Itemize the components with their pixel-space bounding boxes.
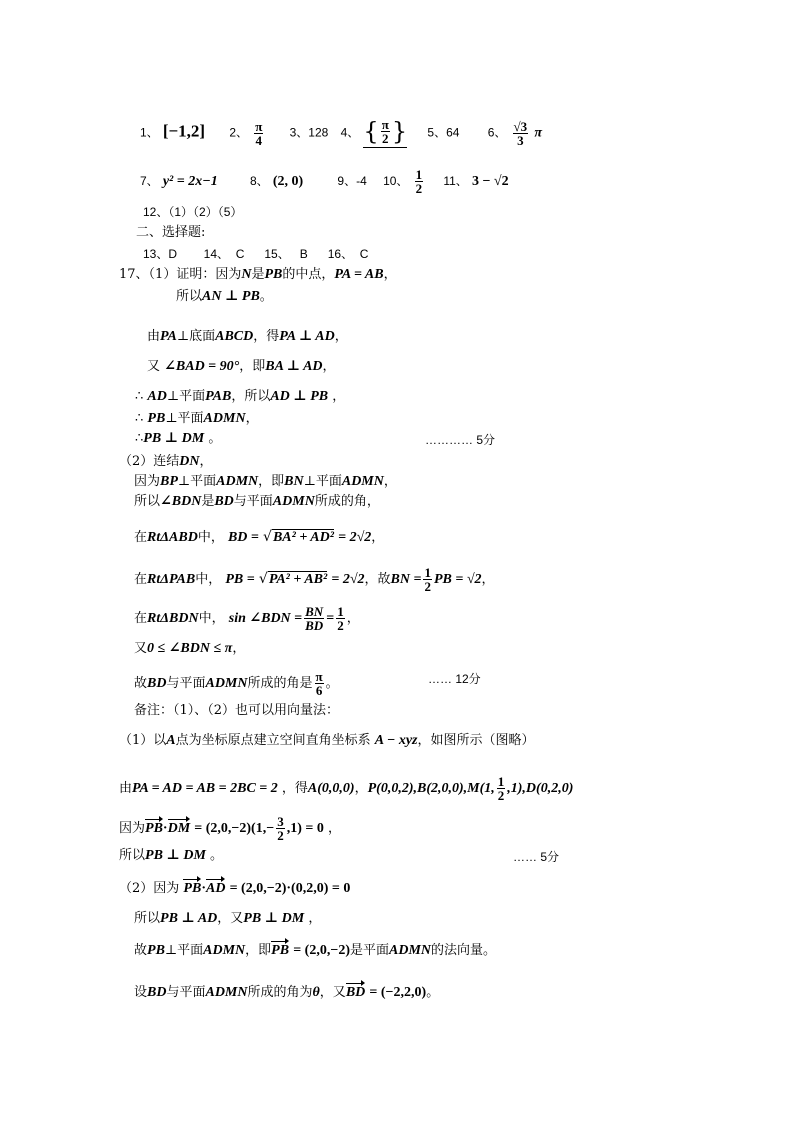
text: 是平面 xyxy=(349,943,389,958)
answer-10-label: 10、 xyxy=(383,174,409,188)
math: BN = xyxy=(390,572,422,587)
math: RtΔPAB xyxy=(147,572,196,587)
text: 17、（1）证明：因为 xyxy=(119,267,242,282)
vector-dm: DM xyxy=(167,821,191,836)
text: ， xyxy=(383,474,397,489)
section-2-heading: 二、选择题: xyxy=(136,225,206,240)
math: ADMN xyxy=(205,676,248,691)
text: 在 xyxy=(134,572,148,587)
math: BD = xyxy=(227,530,259,545)
score-12: …… 12分 xyxy=(428,672,481,686)
math: BP xyxy=(160,474,178,489)
text: 与平面 xyxy=(166,985,206,1000)
text: ， xyxy=(346,611,360,626)
score-5-b: …… 5分 xyxy=(513,850,560,864)
text: 在 xyxy=(134,530,148,545)
text: ， xyxy=(308,911,322,926)
text: ， xyxy=(327,821,341,836)
math: ADMN xyxy=(203,411,246,426)
text: ， xyxy=(232,641,246,656)
math: PB xyxy=(147,943,165,958)
text: ⊥平面 xyxy=(164,943,204,958)
text: 中， xyxy=(198,611,225,626)
math: PB ⊥ DM xyxy=(143,431,205,446)
vector-pb: PB xyxy=(183,881,202,896)
text: ∴ xyxy=(135,389,144,404)
fraction: $\frac{\pi}{6}$ xyxy=(315,669,323,698)
answer-6-fraction: $\frac{√3}{3}$ xyxy=(513,118,528,148)
text: ⊥平面 xyxy=(166,389,206,404)
vector-line-6 xyxy=(134,912,321,926)
q17-part2-line-3 xyxy=(134,495,380,509)
answer-1-label: 1、 xyxy=(140,125,159,140)
vector-line-8 xyxy=(134,986,439,1000)
text: ， xyxy=(199,454,213,469)
answer-6-label: 6、 xyxy=(487,125,507,140)
math: 0 ≤ ∠BDN ≤ π xyxy=(147,641,233,656)
text: 所以 xyxy=(119,848,146,863)
answer-12: 12、（1）（2）（5） xyxy=(143,205,243,219)
answer-2-fraction: $\frac{\pi}{4}$ xyxy=(255,118,263,148)
text: 由 xyxy=(147,329,161,344)
vector-line-3 xyxy=(119,815,341,842)
text: 设 xyxy=(134,985,148,1000)
vector-line-2 xyxy=(119,775,573,802)
text: 的法向量。 xyxy=(431,943,497,958)
text: ，得 xyxy=(281,781,308,796)
math: P(0,0,2),B(2,0,0),M(1, xyxy=(367,781,495,796)
text: 故 xyxy=(134,943,148,958)
answer-7-value: y² = 2x−1 xyxy=(162,174,218,189)
math: RtΔBDN xyxy=(147,611,199,626)
math: · xyxy=(201,881,206,896)
math: N xyxy=(241,267,252,282)
vector-pb: PB xyxy=(271,943,290,958)
math: ADMN xyxy=(272,494,315,509)
math: = (−2,2,0) xyxy=(369,985,427,1000)
math: A(0,0,0) xyxy=(307,781,355,796)
math: = (2,0,−2)(1,− xyxy=(194,821,275,836)
math: BD xyxy=(147,676,167,691)
q17-line-4 xyxy=(147,360,336,374)
text: ， xyxy=(481,572,495,587)
math: PB ⊥ DM xyxy=(145,848,206,863)
math: ,1) = 0 xyxy=(286,821,324,836)
text: 。 xyxy=(259,289,273,304)
vector-ad: AD xyxy=(205,881,226,896)
math: = xyxy=(326,611,335,626)
answer-6-pi: π xyxy=(534,125,542,141)
answer-11-label: 11、 xyxy=(443,174,468,188)
math: A − xyz xyxy=(374,733,418,748)
text: ，故 xyxy=(364,572,391,587)
text: 是 xyxy=(201,494,215,509)
math: PA = AB xyxy=(334,267,384,282)
q17-part2-line-5: 在RtΔPAB中， PB = √PA² + AB² = 2√2，故BN = $\frac{1}{2}$ PB = √2， xyxy=(134,565,495,594)
text: 。 xyxy=(210,848,224,863)
text: ，又 xyxy=(319,985,346,1000)
fraction: $\frac{1}{2}$ xyxy=(424,565,431,594)
math: = (2,0,−2) xyxy=(293,943,350,958)
text: 又 xyxy=(147,359,161,374)
answers-row-1 xyxy=(140,118,542,148)
text: 所以 xyxy=(176,289,203,304)
math: RtΔABD xyxy=(147,530,198,545)
math: BD xyxy=(147,985,167,1000)
math: AD ⊥ PB xyxy=(270,389,329,404)
text: ⊥平面 xyxy=(177,474,217,489)
math: BA ⊥ AD xyxy=(265,359,323,374)
text: ⊥平面 xyxy=(165,411,204,426)
note-line: 备注：（1）、（2）也可以用向量法： xyxy=(134,703,340,718)
q17-line-3 xyxy=(147,330,348,344)
answer-8-label: 8、 xyxy=(249,174,269,188)
text: ，得 xyxy=(253,329,280,344)
math: PB xyxy=(264,267,283,282)
text: ， xyxy=(383,267,397,282)
math: PB xyxy=(147,411,166,426)
text: 。 xyxy=(426,985,440,1000)
math-radicand: BA² + AD² xyxy=(272,530,334,545)
math: A xyxy=(166,733,176,748)
vector-line-1 xyxy=(119,734,535,748)
fraction: $\frac{BN}{BD}$ xyxy=(305,604,324,633)
math: AD xyxy=(147,389,167,404)
text: ，所以 xyxy=(231,389,271,404)
text: 所以 xyxy=(134,494,161,509)
text: 与平面 xyxy=(233,494,273,509)
text: ，如图所示（图略） xyxy=(417,733,535,748)
answer-3: 3、128 xyxy=(289,125,329,140)
math: ADMN xyxy=(341,474,384,489)
math: PB = √2 xyxy=(433,572,482,587)
text: 中， xyxy=(197,530,224,545)
q17-line-2 xyxy=(176,290,273,304)
q17-part2-line-6 xyxy=(134,605,360,632)
math: PB ⊥ DM xyxy=(243,911,305,926)
answer-4-label: 4、 xyxy=(340,125,360,140)
math: · xyxy=(162,821,168,836)
text: 故 xyxy=(134,676,148,691)
text: 点为坐标原点建立空间直角坐标系 xyxy=(175,733,371,748)
score-5-a: ………… 5分 xyxy=(425,433,496,447)
text: 所成的角是 xyxy=(247,676,313,691)
answer-11-value: 3 − √2 xyxy=(471,174,509,189)
text: ，即 xyxy=(258,474,285,489)
text: ，又 xyxy=(217,911,244,926)
text: 中， xyxy=(195,572,222,587)
vector-line-7 xyxy=(134,944,496,958)
fraction: $\frac{3}{2}$ xyxy=(277,814,284,843)
vector-pb: PB xyxy=(145,821,163,836)
text: （1）以 xyxy=(119,733,167,748)
answer-7-label: 7、 xyxy=(140,174,159,188)
text: ∴ xyxy=(135,411,144,426)
math: AN ⊥ PB xyxy=(202,289,260,304)
text: （2）连结 xyxy=(119,454,180,469)
q17-line-7 xyxy=(135,432,221,446)
math: = 2√2 xyxy=(331,572,365,587)
text: ⊥平面 xyxy=(303,474,342,489)
math-radicand: PA² + AB² xyxy=(268,572,328,587)
text: 所以 xyxy=(134,911,161,926)
math: PA = AD = AB = 2BC = 2 xyxy=(132,781,278,796)
answer-10-fraction: $\frac{1}{2}$ xyxy=(415,167,423,196)
text: ， xyxy=(354,781,368,796)
text: 因为 xyxy=(119,821,146,836)
math: BN xyxy=(284,474,304,489)
math: ,1),D(0,2,0) xyxy=(507,781,574,796)
text: ∴ xyxy=(135,431,144,446)
q17-part2-line-1 xyxy=(119,455,213,469)
text: 又 xyxy=(134,641,148,656)
math: ABCD xyxy=(215,329,254,344)
vector-line-4 xyxy=(119,849,223,863)
text: 。 xyxy=(208,431,222,446)
text: 因为 xyxy=(134,474,161,489)
math: = 2√2 xyxy=(338,530,372,545)
math: = (2,0,−2)·(0,2,0) = 0 xyxy=(229,881,351,896)
text: 由 xyxy=(119,781,133,796)
text: 在 xyxy=(134,611,148,626)
vector-bd: BD xyxy=(345,985,366,1000)
math: PA xyxy=(160,329,177,344)
math: ADMN xyxy=(216,474,259,489)
q17-part2-line-2 xyxy=(134,475,397,489)
math: ADMN xyxy=(389,943,432,958)
math: θ xyxy=(312,985,320,1000)
math: PAB xyxy=(205,389,232,404)
text: ， xyxy=(334,329,348,344)
text: 是 xyxy=(251,267,265,282)
q17-part2-line-8 xyxy=(134,670,339,697)
math: sin ∠BDN = xyxy=(228,611,303,626)
q17-line-6 xyxy=(135,412,259,426)
q17-line-1 xyxy=(119,268,397,282)
answer-5: 5、64 xyxy=(427,125,460,140)
fraction: $\frac{1}{2}$ xyxy=(497,774,505,803)
text: ⊥底面 xyxy=(176,329,216,344)
math: PB ⊥ AD xyxy=(160,911,218,926)
text: ， xyxy=(322,359,336,374)
answer-8-value: (2, 0) xyxy=(272,174,304,189)
answer-1-value: [−1,2] xyxy=(162,121,206,141)
math: ∠BAD = 90° xyxy=(164,359,240,374)
text: 与平面 xyxy=(166,676,206,691)
section-2-answers: 13、D 14、 C 15、 B 16、 C xyxy=(143,247,369,261)
math: ADMN xyxy=(203,943,246,958)
answer-9: 9、-4 xyxy=(337,174,367,188)
q17-line-5 xyxy=(135,390,345,404)
vector-line-5 xyxy=(119,882,350,896)
math: ∠BDN xyxy=(160,494,202,509)
answers-row-2 xyxy=(140,168,509,195)
text: ， xyxy=(332,389,346,404)
q17-part2-line-7 xyxy=(134,642,245,656)
text: （2）因为 xyxy=(119,881,180,896)
text: ， xyxy=(245,411,259,426)
text: ， xyxy=(371,530,385,545)
answer-2-label: 2、 xyxy=(229,125,249,140)
answer-4-set: { $\frac{\pi}{2}$ } xyxy=(363,117,408,146)
text: 所成的角， xyxy=(314,494,380,509)
text: 。 xyxy=(325,676,339,691)
math: PA ⊥ AD xyxy=(279,329,335,344)
text: 的中点， xyxy=(282,267,335,282)
math: PB = xyxy=(225,572,255,587)
text: ，即 xyxy=(239,359,266,374)
math: DN xyxy=(179,454,200,469)
fraction: $\frac{1}{2}$ xyxy=(337,604,344,633)
text: ，即 xyxy=(245,943,272,958)
math: BD xyxy=(214,494,234,509)
q17-part2-line-4: 在RtΔABD中， BD = √BA² + AD² = 2√2， xyxy=(134,529,385,545)
math: ADMN xyxy=(205,985,248,1000)
text: 所成的角为 xyxy=(247,985,313,1000)
